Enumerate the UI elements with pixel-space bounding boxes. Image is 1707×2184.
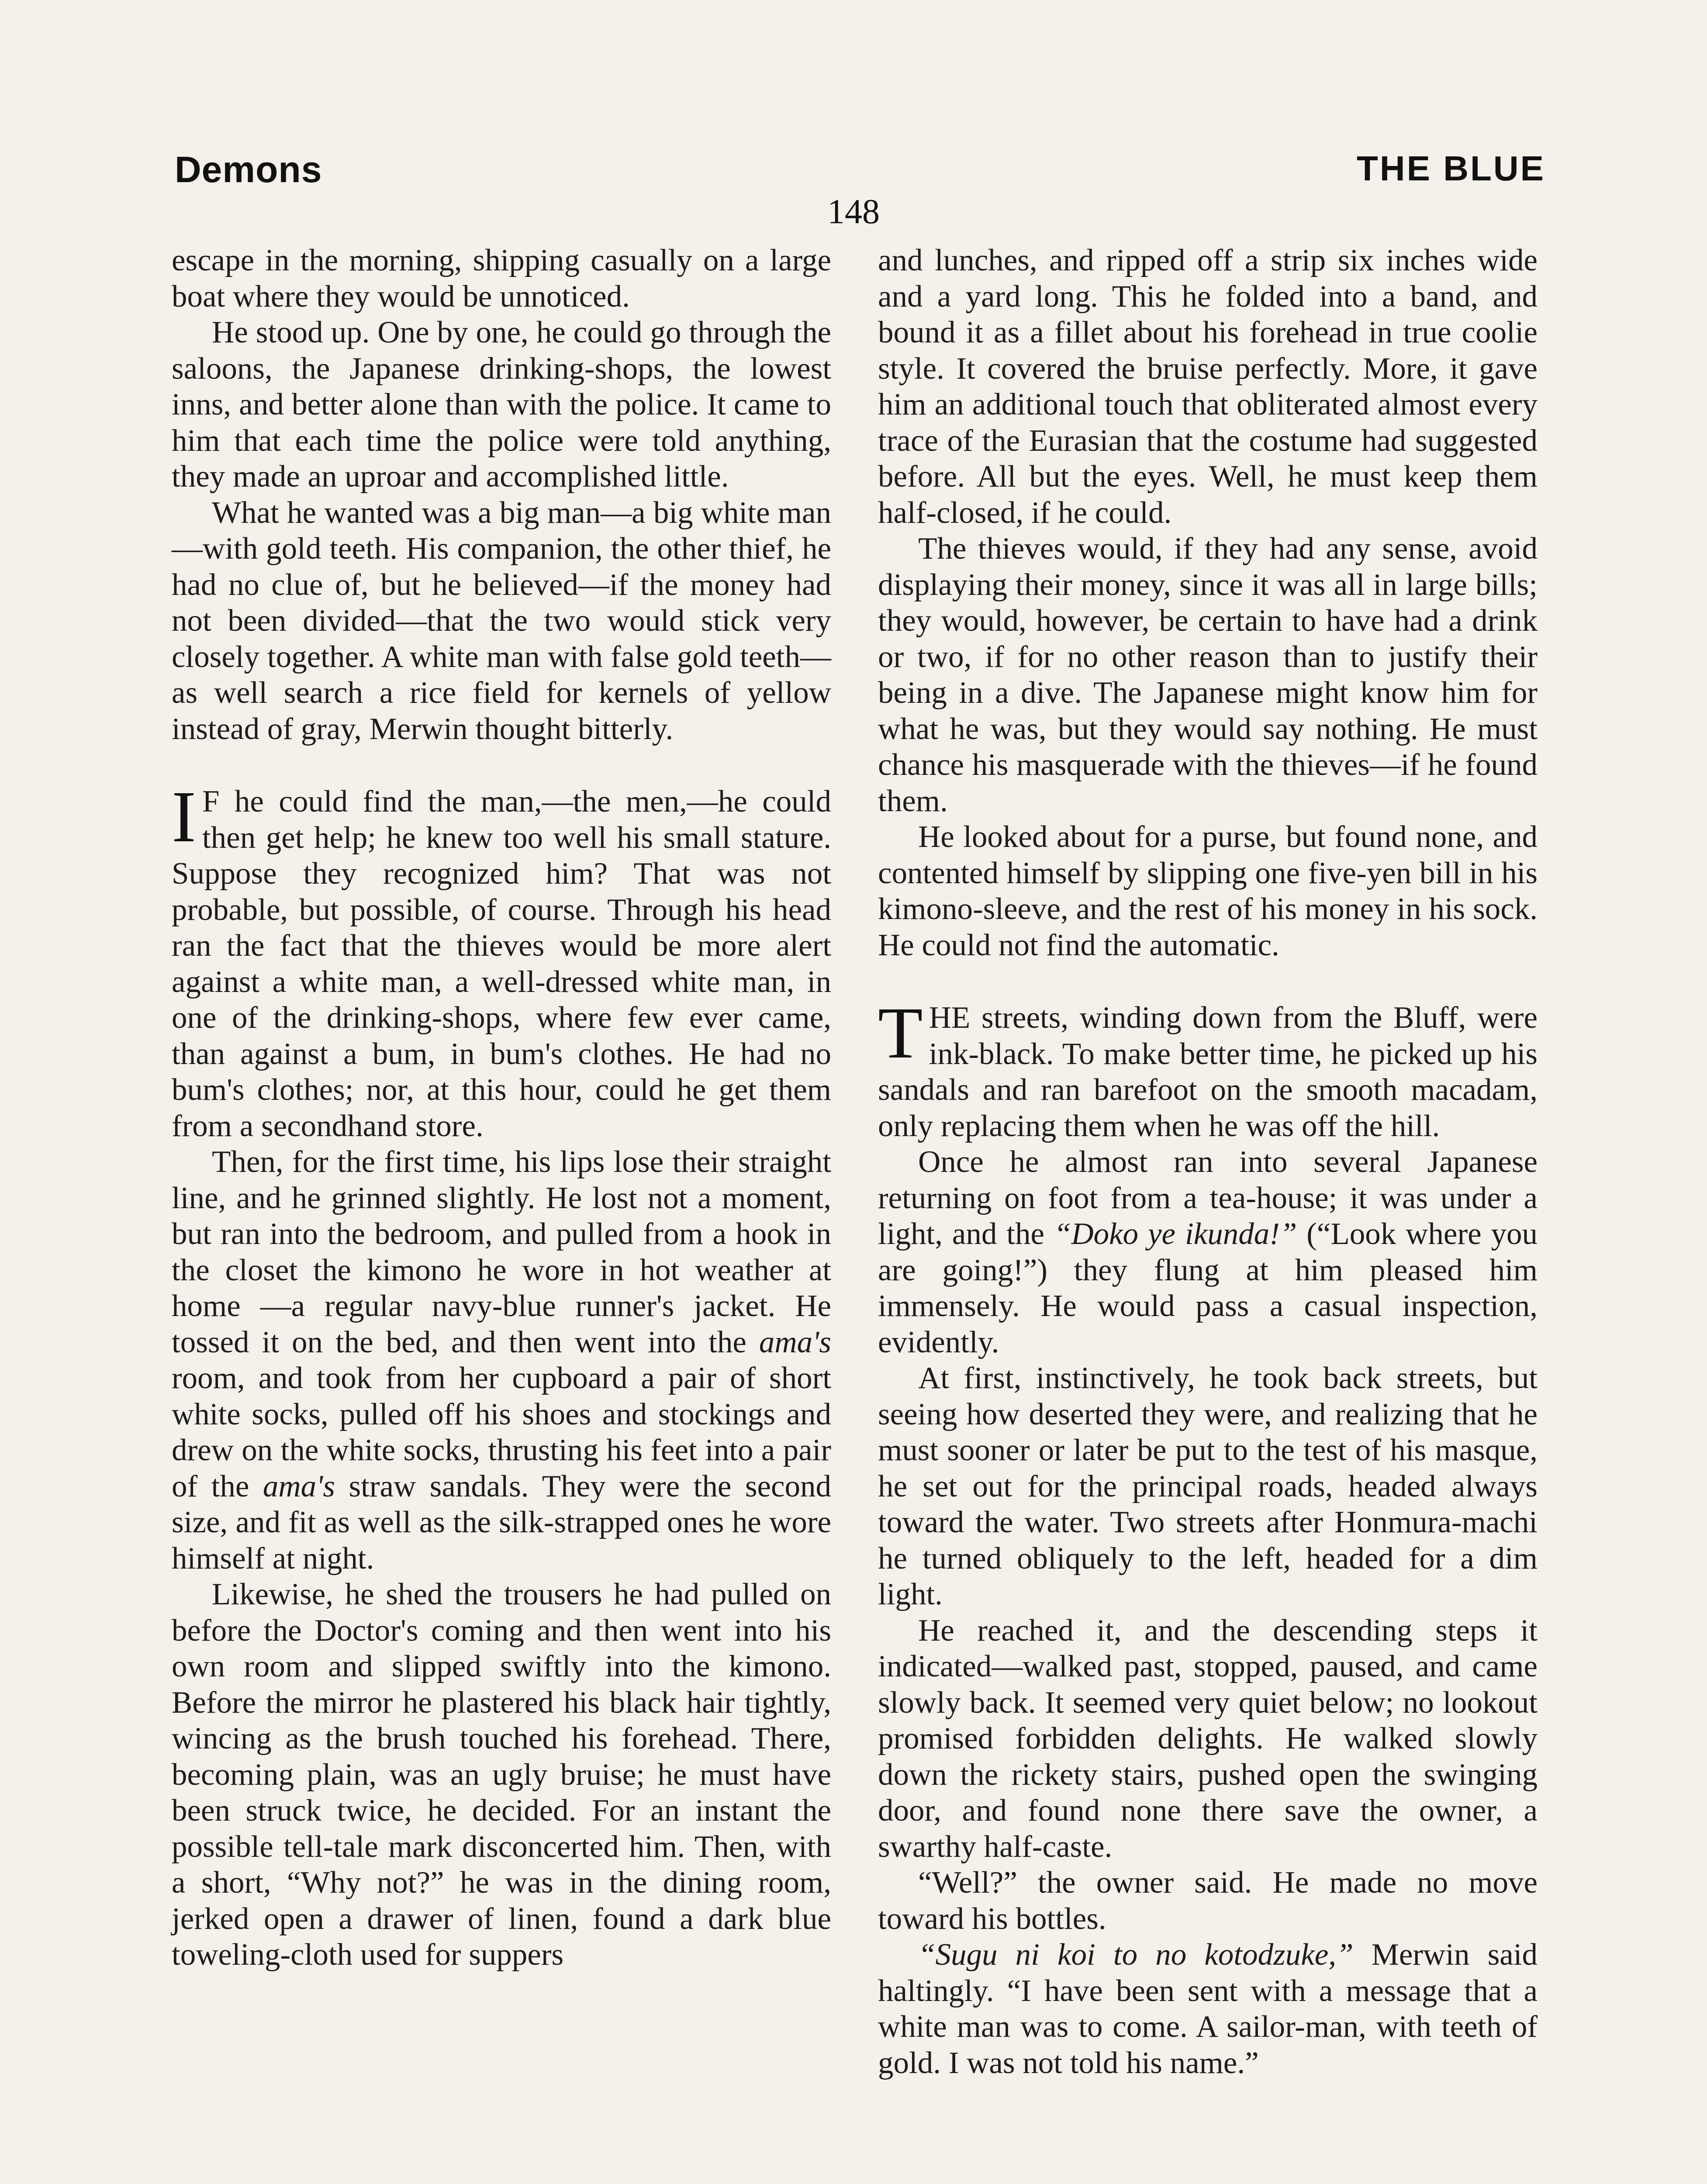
paragraph: “Well?” the owner said. He made no move toward his bottles. <box>878 1866 1538 1936</box>
paragraph: What he wanted was a big man—a big white man—with gold teeth. His companion, the other thief, he had no clue of, but he believed—if the money had not been divided—that the two would stick very closely together. A white man with false gold teeth—as well search a rice field for kernels of yellow instead of gray, Merwin thought bitterly. <box>172 495 831 746</box>
paragraph-text: HE streets, winding down from the Bluff, were ink-black. To make better time, he picked up his sandals and ran barefoot on the smooth macadam, only replacing them when he was off the hill. <box>878 1001 1538 1143</box>
right-column <box>878 242 1538 2081</box>
paragraph: He reached it, and the descending steps it indicated—walked past, stopped, paused, and came slowly back. It seemed very quiet below; no lookout promised forbidden delights. He walked slowly down the rickety stairs, pushed open the swinging door, and found none there save the owner, a swarthy half-caste. <box>878 1613 1538 1864</box>
section-paragraph <box>878 992 1538 1144</box>
paragraph-text: Then, for the first time, his lips lose their straight line, and he grinned slightly. He lost not a moment, but ran into the bedroom, and pulled from a hook in the closet the kimono he wore in hot weather at home —a regular navy-blue runner's jacket. He tossed it on the bed, and then went into the <box>172 1145 831 1359</box>
paragraph-text: Once he almost ran into several Japanese returning on foot from a tea-house; it was under a light, and the <box>878 1145 1538 1251</box>
italic-text: ama's <box>263 1469 335 1503</box>
italic-text: ama's <box>759 1325 831 1359</box>
section-paragraph <box>172 776 831 1144</box>
paragraph-text: F he could find the man,—the men,—he could then get help; he knew too well his small stature. Suppose they recognized him? That was not probable, but possible, of course. Through his head ran the fact that the thieves would be more alert against a white man, a well-dressed white man, in one of the drinking-shops, where few ever came, than against a bum, in bum's clothes. He had no bum's clothes; nor, at this hour, could he get them from a secondhand store. <box>172 784 831 1143</box>
paragraph: Likewise, he shed the trousers he had pulled on before the Doctor's coming and then went into his own room and slipped swiftly into the kimono. Before the mirror he plastered his black hair tightly, wincing as the brush touched his forehead. There, becoming plain, was an ugly bruise; he must have been struck twice, he decided. For an instant the possible tell-tale mark disconcerted him. Then, with a short, “Why not?” he was in the dining room, jerked open a drawer of linen, found a dark blue toweling-cloth used for suppers <box>172 1577 831 1972</box>
paragraph <box>878 1937 1538 2081</box>
paragraph: The thieves would, if they had any sense, avoid displaying their money, since it was all in large bills; they would, however, be certain to have had a drink or two, if for no other reason than to justify their being in a dive. The Japanese might know him for what he was, but they would say nothing. He must chance his masquerade with the thieves—if he found them. <box>878 532 1538 818</box>
paragraph: He looked about for a purse, but found none, and contented himself by slipping one five-yen bill in his kimono-sleeve, and the rest of his money in his sock. He could not find the automatic. <box>878 820 1538 962</box>
paragraph-text: room, and took from her cupboard a pair of short white socks, pulled off his shoes and stockings and drew on the white socks, thrusting his feet into a pair of the <box>172 1361 831 1503</box>
paragraph <box>172 1144 831 1576</box>
paragraph: He stood up. One by one, he could go through the saloons, the Japanese drinking-shops, the lowest inns, and better alone than with the police. It came to him that each time the police were told anything, they made an uproar and accomplished little. <box>172 315 831 494</box>
page-number: 148 <box>827 193 880 231</box>
drop-cap: T <box>878 992 923 1074</box>
paragraph-text: straw sandals. They were the second size, and fit as well as the silk-strapped ones he wore himself at night. <box>172 1469 831 1576</box>
running-head-magazine: THE BLUE <box>1357 149 1545 188</box>
paragraph: and lunches, and ripped off a strip six inches wide and a yard long. This he folded into a band, and bound it as a fillet about his forehead in true coolie style. It covered the bruise perfectly. More, it gave him an additional touch that obliterated almost every trace of the Eurasian that the costume had suggested before. All but the eyes. Well, he must keep them half-closed, if he could. <box>878 243 1538 530</box>
left-column <box>172 242 831 1973</box>
paragraph-text: (“Look where you are going!”) they flung at him pleased him immensely. He would pass a casual inspection, evidently. <box>878 1217 1538 1359</box>
paragraph: escape in the morning, shipping casually on a large boat where they would be unnoticed. <box>172 243 831 314</box>
italic-text: “Sugu ni koi to no kotodzuke,” <box>918 1938 1354 1972</box>
paragraph <box>878 1144 1538 1360</box>
paragraph-text: Merwin said haltingly. “I have been sent with a message that a white man was to come. A sailor-man, with teeth of gold. I was not told his name.” <box>878 1938 1538 2080</box>
running-head-title: Demons <box>175 149 322 190</box>
italic-text: “Doko ye ikunda!” <box>1054 1217 1297 1251</box>
paragraph: At first, instinctively, he took back streets, but seeing how deserted they were, and realizing that he must sooner or later be put to the test of his masque, he set out for the principal roads, headed always toward the water. Two streets after Honmura-machi he turned obliquely to the left, headed for a dim light. <box>878 1361 1538 1611</box>
drop-cap: I <box>172 776 196 857</box>
